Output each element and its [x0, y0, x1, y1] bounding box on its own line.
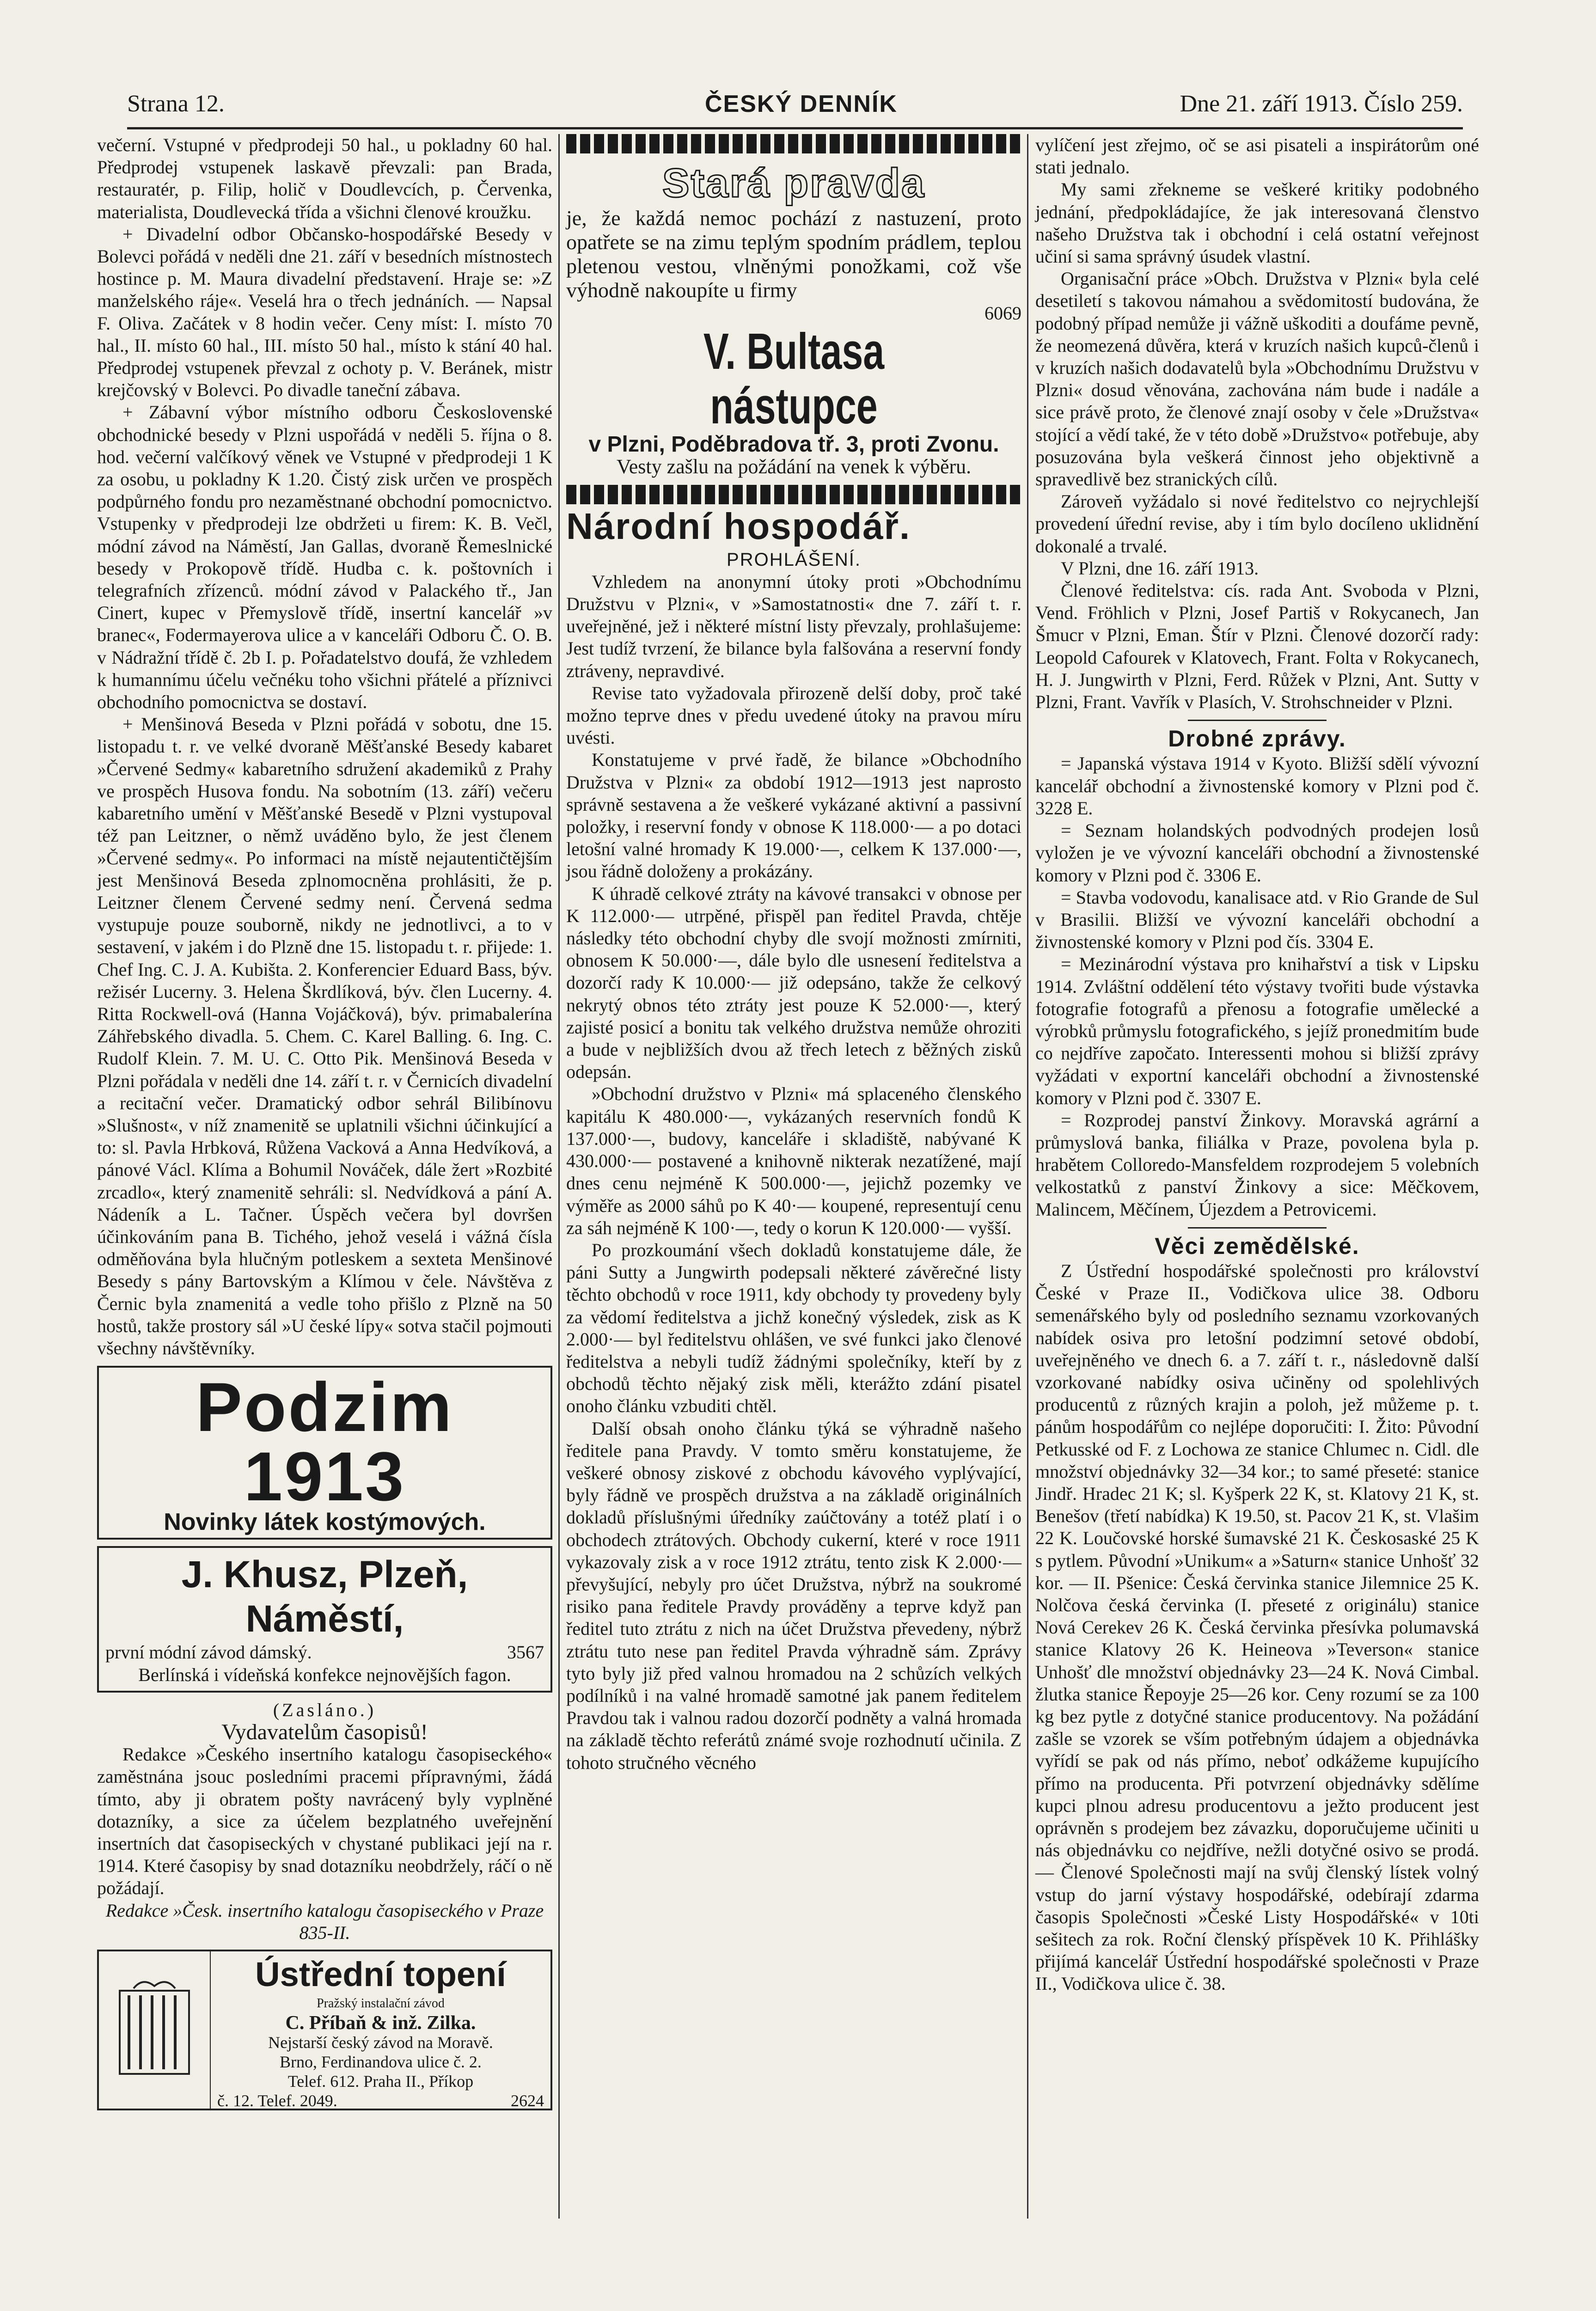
article-text: Revise tato vyžadovala přirozeně delší doby, proč také možno teprve dnes v předu uvedené útoky na pravou míru uvésti.: [566, 682, 1021, 748]
masthead-title: ČESKÝ DENNÍK: [705, 91, 898, 117]
ad-number: 3567: [507, 1642, 544, 1663]
ad-line: Pražský instalační závod: [317, 1996, 445, 2011]
news-item: = Stavba vodovodu, kanalisace atd. v Rio Grande de Sul v Brasilii. Bližší ve vývozní kanceláři obchodní a živnostenské komory v Plzni pod čís. 3304 E.: [1035, 886, 1479, 953]
decorative-border: [566, 134, 1021, 153]
article-text: Redakce »Českého insertního katalogu časopiseckého« zaměstnána jsouc posledními pracemi přípravnými, žádá tímto, aby ji obratem pošty navrácený byly vyplněné dotazníky, a sice za účelem bezplatného uveřejnění insertních dat časopiseckých v chystané publikaci její na r. 1914. Které časopisy by snad dotazníku neobdržely, ráčí o ně požádají.: [97, 1744, 552, 1899]
article-text: Členové ředitelstva: cís. rada Ant. Svoboda v Plzni, Vend. Fröhlich v Plzni, Josef Partiš v Rokycanech, Jan Šmucr v Plzni, Eman. Štír v Plzni. Členové dozorčí rady: Leopold Cafourek v Klatovech, Frant. Folta v Rokycanech, H. J. Jungwirth v Plzni, Ferd. Růžek v Plzni, Ant. Sutty v Plzni, Frant. Vavřík v Plasích, V. Strohschneider v Plzni.: [1035, 580, 1479, 713]
article-text: V Plzni, dne 16. září 1913.: [1061, 557, 1259, 579]
article-text: vylíčení jest zřejmo, oč se asi pisateli a inspirátorům oné stati jednalo.: [1035, 135, 1479, 178]
ad-line: Telef. 612. Praha II., Příkop: [287, 2072, 474, 2091]
article-text: + Zábavní výbor místního odboru Československé obchodnické besedy v Plzni uspořádá v neděli 5. října o 8. hod. večerní valčíkový věnek ve Vstupné v předprodeji 1 K za osobu, u pokladny K 1.20. Čistý zisk určen ve prospěch podpůrného fondu pro nezaměstnané obchodní pomocnictvo. Vstupenky v předprodeji lze obdržeti u firem: K. B. Večl, módní závod na Náměstí, Jan Gallas, dvoraně Řemeslnické besedy v Prokopově třídě. Hudba c. k. poštovních i telegrafních zřízenců. módní závod v Palackého tř., Jan Cinert, kupec v Přemyslově třídě, insertní kancelář »v branec«, Fodermayerova ulice a v kanceláři Odboru Č. O. B. v Nádražní třídě č. 2b I. p. Pořadatelstvo doufá, že vzhledem k humannímu účelu večnéku toho všichni přátelé a příznivci obchodního pomocnictva se dostaví.: [97, 402, 552, 713]
ad-firm-name: V. Bultasa nástupce: [703, 323, 885, 435]
ad-headline: Stará pravda: [662, 160, 926, 206]
column-1: [97, 134, 552, 2110]
divider: [1188, 720, 1327, 721]
zaslano-title: Vydavatelům časopisů!: [221, 1719, 428, 1744]
article-text: Další obsah onoho článku týká se výhradně našeho ředitele pana Pravdy. V tomto směru konstatujeme, že veškeré obnosy ziskové z obchodu kávového vyplývající, byly řádně ve prospěch družstva a na základě originálních dokladů příslušnými úředníky zaúčtovány a totéž platí i o obchodech ztrátových. Obchody cukerní, které v roce 1911 vykazovaly zisk a v roce 1912 ztrátu, tento zisk K 2.000·— převyšující, nebyly pro účet Družstva, nýbrž na soukromé risiko pana ředitele Pravdy prováděny a teprve když pan ředitel tuto ztrátu z nich na účet Družstva převedeny, nýbrž ztrátu tuto nese pan ředitel Pravda výhradně sám. Zprávy tyto byly již před valnou hromadou na 2 schůzích velkých podílníků i na valné hromadě samotné jak panem ředitelem Pravdou tak i valnou radou dozorčí podněty a valná hromada na základě těchto referátů známé svoje rozhodnutí učinila. Z tohoto stručného věcného: [566, 1418, 1021, 1773]
article-text: K úhradě celkové ztráty na kávové transakci v obnose per K 112.000·— utrpěné, přispěl pan ředitel Pravda, chtěje následky této obchodní chyby dle svojí možnosti zmírniti, obnosem K 50.000·—, dále bylo dle usnesení ředitelstva a dozorčí rady K 10.000·— již odepsáno, takže že celkový nekrytý obnos této ztráty jest pouze K 52.000·—, který zajisté posicí a bonitu tak velkého družstva nemůže ohroziti a bude v nejbližších dvou až třech letech z běžných zisků odepsán.: [566, 883, 1021, 1082]
column-2: [566, 134, 1021, 1774]
article-text: Konstatujeme v prvé řadě, že bilance »Obchodního Družstva v Plzni« za období 1912—1913 jest naprosto správně sestavena a že veškeré vykázané aktivní a passivní položky, i reservní fondy v obnose K 118.000·— a po dotaci letošní valné hromady K 19.000·—, celkem K 137.000·—, jsou řádně doloženy a prokázány.: [566, 749, 1021, 882]
article-text: My sami zřekneme se veškeré kritiky podobného jednání, předpokládajíce, že jak interesovaná členstvo našeho Družstva tak i obchodní i celá ostatní veřejnost učiní si sama správný úsudek vlastní.: [1035, 179, 1479, 267]
section-heading: Věci zemědělské.: [1155, 1233, 1360, 1259]
ad-line: C. Příbaň & inž. Zilka.: [285, 2012, 476, 2034]
ad-line: č. 12. Telef. 2049.: [217, 2091, 337, 2110]
ad-number: 6069: [985, 303, 1021, 324]
advertisement-topeni: [97, 1950, 552, 2110]
zaslano-signature: Redakce »Česk. insertního katalogu časopiseckého v Praze 835-II.: [105, 1900, 544, 1943]
ad-line: první módní závod dámský.: [105, 1642, 312, 1663]
news-item: = Seznam holandských podvodných prodejen losů vyložen je ve vývozní kanceláři obchodní a živnostenské komory v Plzni pod č. 3306 E.: [1035, 820, 1479, 886]
news-item: = Japanská výstava 1914 v Kyoto. Bližší sdělí vývozní kancelář obchodní a živnostenské komory v Plzni pod č. 3228 E.: [1035, 753, 1479, 819]
section-heading: Národní hospodář.: [566, 505, 911, 547]
article-text: Vzhledem na anonymní útoky proti »Obchodnímu Družstvu v Plzni«, v »Samostatnosti« dne 7. září t. r. uveřejněné, jež i některé místní listy převzaly, prohlašujeme: Jest tudíž tvrzení, že bilance byla falšována a reservní fondy ztráveny, nepravdivé.: [566, 571, 1021, 681]
article-text: večerní. Vstupné v předprodeji 50 hal., u pokladny 60 hal. Předprodej vstupenek laskavě převzali: pan Brada, restauratér, p. Filip, holič v Doudlevcích, p. Červenka, materialista, Doudlevecká třída a všichni členové kroužku.: [97, 135, 552, 222]
advertisement-podzim: [97, 1366, 552, 1540]
ad-firm-name: Ústřední topení: [255, 1955, 506, 1994]
article-text: Po prozkoumání všech dokladů konstatujeme dále, že páni Sutty a Jungwirth podepsali některé závěrečné listy těchto obchodů v roce 1911, kdy obchody ty provedeny byly za vědomí ředitelstva a jichž konečný výsledek, zisk as K 2.000·— byl ředitelstvu ohlášen, ve své funkci jako členové ředitelstva a nebyli tudíž žádnými společníky, kteří by z obchodů těchto nějaký zisk měli, kterážto zdání pisatel onoho článku vzbuditi chtěl.: [566, 1239, 1021, 1417]
ad-address: v Plzni, Poděbradova tř. 3, proti Zvonu.: [588, 432, 999, 457]
decorative-border: [566, 485, 1021, 504]
ad-firm-name: J. Khusz, Plzeň, Náměstí,: [181, 1553, 468, 1640]
advertisement-khusz: [97, 1546, 552, 1692]
news-item: = Rozprodej panství Žinkovy. Moravská agrární a průmyslová banka, filiálka v Praze, povolena byla p. hrabětem Colloredo-Mansfeldem rozprodejem 5 volebních velkostatků z panství Žinkovy a sice: Měčkovem, Malincem, Měčínem, Újezdem a Petrovicemi.: [1035, 1109, 1479, 1220]
news-item: = Mezinárodní výstava pro knihařství a tisk v Lipsku 1914. Zvláštní oddělení této výstavy tvořiti bude výstavka fotografie fotografů a přenosu a fotografie umělecké a výrobků průmyslu fotografického, s jejíž pronedmitím bude co nejdříve započato. Interessenti mohou si bližší zprávy vyžádati v exportní kanceláři obchodní a živnostenské komory v Plzni pod č. 3307 E.: [1035, 954, 1479, 1108]
ad-headline: Podzim 1913: [196, 1368, 454, 1516]
column-divider: [1027, 134, 1028, 2219]
ad-text: je, že každá nemoc pochází z nastuzení, proto opatřete se na zimu teplým spodním prádlem, teplou pletenou vestou, vlněnými ponožkami, což vše výhodně nakoupíte u firmy: [566, 206, 1021, 302]
page-header: [127, 90, 1463, 129]
ad-line: Berlínská i vídeňská konfekce nejnovějších fagon.: [138, 1664, 511, 1685]
article-text: Zároveň vyžádalo si nové ředitelstvo co nejrychlejší provedení úřední revise, aby i tím bylo docíleno uklidnění dokonalé a trvalé.: [1035, 491, 1479, 556]
ad-line: Brno, Ferdinandova ulice č. 2.: [280, 2053, 482, 2072]
radiator-icon: [99, 1951, 211, 2109]
article-text: »Obchodní družstvo v Plzni« má splaceného členského kapitálu K 480.000·—, vykázaných reservních fondů K 137.000·—, budovy, kanceláře i skladiště, nabývané K 430.000·— postavené a knihovně nikterak nezatížené, mají dnes cenu nejméně K 500.000·—, jejichž pozemky ve výměře as 2000 sáhů po K 40·— koupené, representují cenu za sáh nejméně K 100·—, tedy o korun K 120.000·— vyšší.: [566, 1083, 1021, 1238]
article-text: + Menšinová Beseda v Plzni pořádá v sobotu, dne 15. listopadu t. r. ve velké dvoraně Měšťanské Besedy kabaret »Červené Sedmy« kabaretního sdružení akademiků z Prahy ve prospěch Husova fondu. Na sobotním (13. září) večeru kabaretního umění v Měšťanské Besedě v Plzni vystupoval též pan Leitzner, o němž uváděno bylo, že jest členem »Červené sedmy«. Po informaci na místě nejautentičtějším jest Menšinová Beseda zplnomocněna prohlásiti, že p. Leitzner členem Červené sedmy není. Červená sedma vystupuje pouze souborně, nikdy ne jednotlivci, a to v sestavení, v jakém i do Plzně dne 15. listopadu t. r. přijede: 1. Chef Ing. C. J. A. Kubišta. 2. Konferencier Eduard Bass, býv. režisér Lucerny. 3. Helena Škrdlíková, býv. člen Lucerny. 4. Ritta Rockwell-ová (Hanna Vojáčková), býv. primabalerína Záhřebského divadla. 5. Chem. C. Karel Balling. 6. Ing. C. Rudolf Klein. 7. M. U. C. Otto Pik. Menšinová Beseda v Plzni pořádala v neděli dne 14. září t. r. v Černicích divadelní a recitační večer. Dramatický odbor sehrál Bilibínovu »Slušnost«, v níž znamenitě se uplatnili všichni účinkující a to: sl. Pavla Hrbková, Růžena Vacková a Anna Hedvíková, a pánové Václ. Klíma a Bohumil Nováček, dále žert »Rozbité zrcadlo«, který znamenitě sehráli: sl. Nedvídková a pání A. Nádeník a L. Tačner. Úspěch večera byl dovršen účinkováním pana B. Tichého, jehož veselá i vážná čísla odměňována byla hlučným potleskem a sexteta Menšinové Besedy s pány Bartovským a Klímou v čele. Návštěva z Černic byla znamenitá a vedle toho přišlo z Plzně na 50 hostů, takže prostory sál »U české lípy« sotva stačil pojmouti všechny návštěvníky.: [97, 714, 552, 1358]
column-divider: [558, 134, 560, 2219]
article-text: Z Ústřední hospodářské společnosti pro království České v Praze II., Vodičkova ulice 38. Odboru semenářského byly od posledního seznamu vzorkovaných nabídek osiva pro letošní podzimní setové období, uveřejněného ve dnech 6. a 7. září t. r., následovně další vzorkované nabídky osiva učiněny od spolehlivých producentů z různých krajin a poloh, jež můžeme p. t. pánům hospodářům co nejlépe doporučiti: I. Žito: Původní Petkusské od F. z Lochowa ze stanice Chlumec n. Cidl. dle množství objednávky 32—34 kor.; to samé přeseté: stanice Jindř. Hradec 21 K; sl. Kyšperk 22 K, st. Klatovy 21 K, st. Benešov (třetí nabídka) K 19.50, st. Pacov 21 K, st. Vlašim 22 K. Loučovské horské šumavské 21 K. Českosaské 25 K s pytlem. Původní »Unikum« a »Saturn« stanice Unhošť 32 kor. — II. Pšenice: Česká červinka stanice Jilemnice 25 K. Nolčova česká červinka (I. přeseté z originálu) stanice Nová Cerekev 26 K. Česká červinka přesívka polumavská stanice Klatovy 26 K. Heineova »Teverson« stanice Unhošť dle množství objednávky 23—24 K. Nová Cimbal. žlutka stanice Řepoyje 25—26 kor. Ceny rozumí se za 100 kg bez pytle z dotyčné stanice producentovy. Na požádání zašle se vzorek se vším potřebným údajem a objednávka vyřídí se pak od nás přímo, neboť odkážeme kupujícího přímo na producenta. Při potvrzení objednávky sdělíme kupci plnou adresu producentovu a ježto producent jest oprávněn s prodejem bez závazku, doporučujeme učiniti u nás objednávku co nejdříve, nežli dotyčné osivo se prodá. — Členové Společnosti mají na svůj členský lístek volný vstup do jarní výstavy hospodářské, odebírají zdarma časopis Společnosti »České Listy Hospodářské« v 10ti sešitech za rok. Roční členský příspěvek 10 K. Přihlášky přijímá kancelář Ústřední hospodářské společnosti v Praze II., Vodičkova ulice č. 38.: [1035, 1260, 1479, 1994]
column-3: [1035, 134, 1479, 1995]
section-heading: Drobné zprávy.: [1168, 726, 1346, 752]
ad-subheadline: Novinky látek kostýmových.: [164, 1509, 486, 1536]
ad-footer: Vesty zašlu na požádání na venek k výběru.: [616, 455, 972, 478]
ad-number: 2624: [511, 2091, 544, 2110]
article-heading: PROHLÁŠENÍ.: [727, 549, 861, 570]
issue-date: Dne 21. září 1913. Číslo 259.: [1180, 91, 1463, 117]
article-text: + Divadelní odbor Občansko-hospodářské Besedy v Bolevci pořádá v neděli dne 21. září v besedních místnostech hostince p. M. Maura divadelní představení. Hraje se: »Z manželského ráje«. Veselá hra o třech jednáních. — Napsal F. Oliva. Začátek v 8 hodin večer. Ceny míst: I. místo 70 hal., II. místo 60 hal., III. místo 50 hal., místo k stání 40 hal. Předprodej vstupenek převzal z ochoty p. V. Beránek, mistr krejčovský v Bolevci. Po divadle taneční zábava.: [97, 223, 552, 401]
article-text: Organisační práce »Obch. Družstva v Plzni« byla celé desetiletí s takovou námahou a svědomitostí budována, že podobný případ nemůže ji vážně uškoditi a doufáme pevně, že neomezená důvěra, která v kruzích našich kupců-členů i v kruzích našich dodavatelů byla »Obchodnímu Družstvu v Plzni« dosud věnována, zachována nám bude i nadále a sice právě proto, že členové znají osoby v čele »Družstva« stojící a vědí také, že v této době »Družstvo« potřebuje, aby posuzována byla veškerá činnost jeho objektivně a spravedlivě bez stranických cílů.: [1035, 268, 1479, 490]
divider: [1188, 1227, 1327, 1229]
ad-line: Nejstarší český závod na Moravě.: [268, 2033, 493, 2052]
zaslano-label: (Zasláno.): [273, 1699, 377, 1720]
page-number: Strana 12.: [127, 91, 225, 117]
